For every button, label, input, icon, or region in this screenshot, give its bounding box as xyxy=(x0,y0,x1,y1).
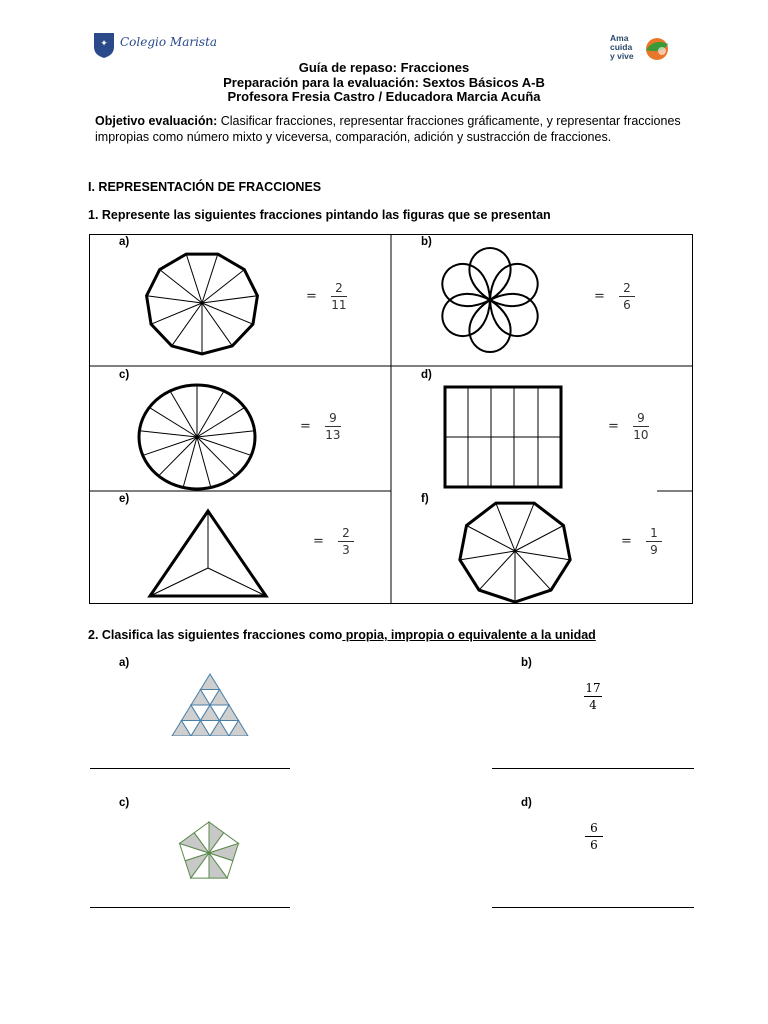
fraction-bar xyxy=(585,836,603,837)
shaded-triangle xyxy=(201,674,220,690)
equals-sign: = xyxy=(608,419,619,434)
fraction-b xyxy=(594,281,635,312)
q2-item-d-label: d) xyxy=(521,797,532,809)
division-line xyxy=(202,254,218,303)
fraction-d xyxy=(608,411,649,442)
denominator: 6 xyxy=(590,838,598,852)
answer-line-c[interactable] xyxy=(90,907,290,908)
equals-sign: = xyxy=(306,289,317,304)
answer-line-b[interactable] xyxy=(492,768,694,769)
division-line xyxy=(496,503,515,551)
fraction-bar xyxy=(633,426,649,427)
shaded-triangle-figure xyxy=(170,672,250,736)
numerator: 9 xyxy=(329,411,337,425)
denominator: 11 xyxy=(331,298,347,312)
q2-item-b-label: b) xyxy=(521,657,532,669)
equals-sign: = xyxy=(621,534,632,549)
numerator: 1 xyxy=(650,526,658,540)
triangle-figure xyxy=(146,508,270,600)
fraction-c xyxy=(300,411,341,442)
teachers-line: Profesora Fresia Castro / Educadora Marcia Acuña xyxy=(227,89,541,104)
svg-text:✦: ✦ xyxy=(100,39,108,49)
equals-sign: = xyxy=(594,289,605,304)
division-line xyxy=(479,551,515,590)
numerator: 9 xyxy=(637,411,645,425)
division-line xyxy=(186,254,202,303)
denominator: 3 xyxy=(342,543,350,557)
campaign-logo-line: cuida xyxy=(610,42,633,52)
division-line xyxy=(170,391,197,437)
leaf-heart-icon xyxy=(640,36,674,62)
numerator: 2 xyxy=(335,281,343,295)
question-2-title-underlined: propia, impropia o equivalente a la unidad xyxy=(342,628,596,642)
item-f-label: f) xyxy=(421,493,429,505)
item-a-label: a) xyxy=(119,236,130,248)
division-line xyxy=(515,551,551,590)
campaign-logo-line: Ama xyxy=(610,33,629,43)
fraction-a xyxy=(306,281,347,312)
fraction-f xyxy=(621,526,662,557)
question-2-title xyxy=(88,628,596,642)
denominator: 4 xyxy=(589,698,597,712)
school-logo-text: Colegio Marista xyxy=(120,35,218,49)
fraction-bar xyxy=(646,541,662,542)
flower-figure xyxy=(432,245,548,355)
numerator: 2 xyxy=(342,526,350,540)
division-line xyxy=(515,503,534,551)
numerator: 6 xyxy=(590,821,598,835)
denominator: 13 xyxy=(325,428,341,442)
answer-line-d[interactable] xyxy=(492,907,694,908)
division-line xyxy=(515,551,570,560)
division-line xyxy=(467,526,515,552)
division-line xyxy=(143,437,197,455)
q2-fraction-b xyxy=(584,681,602,712)
answer-line-a[interactable] xyxy=(90,768,290,769)
fraction-bar xyxy=(331,296,347,297)
circle-figure xyxy=(136,382,258,492)
q2-item-c-label: c) xyxy=(119,797,130,809)
page-subtitle: Preparación para la evaluación: Sextos Básicos A-B xyxy=(223,75,545,90)
division-line xyxy=(197,437,251,455)
objective-paragraph xyxy=(95,113,695,145)
hendecagon-figure xyxy=(142,247,262,357)
objective-label: Objetivo evaluación: xyxy=(95,114,218,128)
item-c-label: c) xyxy=(119,369,130,381)
campaign-logo-line: y vive xyxy=(610,51,634,61)
equals-sign: = xyxy=(313,534,324,549)
question-1-title: 1. Represente las siguientes fracciones pintando las figuras que se presentan xyxy=(88,208,551,222)
division-line xyxy=(515,526,563,552)
question-2-title-plain: 2. Clasifica las siguientes fracciones como xyxy=(88,628,343,642)
section-1-title: I. REPRESENTACIÓN DE FRACCIONES xyxy=(88,180,322,194)
denominator: 10 xyxy=(633,428,649,442)
item-b-label: b) xyxy=(421,236,432,248)
denominator: 9 xyxy=(650,543,658,557)
fraction-bar xyxy=(325,426,341,427)
q2-fraction-d xyxy=(585,821,603,852)
fraction-bar xyxy=(619,296,635,297)
item-e-label: e) xyxy=(119,493,130,505)
fraction-bar xyxy=(584,696,602,697)
division-line xyxy=(460,551,515,560)
numerator: 17 xyxy=(585,681,601,695)
rectangle-figure xyxy=(443,385,565,491)
equals-sign: = xyxy=(300,419,311,434)
page-title: Guía de repaso: Fracciones xyxy=(298,60,470,75)
division-line xyxy=(197,391,224,437)
objective-text: Clasificar fracciones, representar fracciones gráficamente, y representar fracciones impropias como número mixto y viceversa, comparación, adición y sustracción de fracciones. xyxy=(95,114,681,144)
fraction-bar xyxy=(338,541,354,542)
fraction-e xyxy=(313,526,354,557)
school-logo xyxy=(92,30,218,58)
shaded-pentagon-figure xyxy=(164,818,254,884)
numerator: 2 xyxy=(623,281,631,295)
item-d-label: d) xyxy=(421,369,432,381)
denominator: 6 xyxy=(623,298,631,312)
q2-item-a-label: a) xyxy=(119,657,130,669)
nonagon-figure xyxy=(454,497,576,605)
